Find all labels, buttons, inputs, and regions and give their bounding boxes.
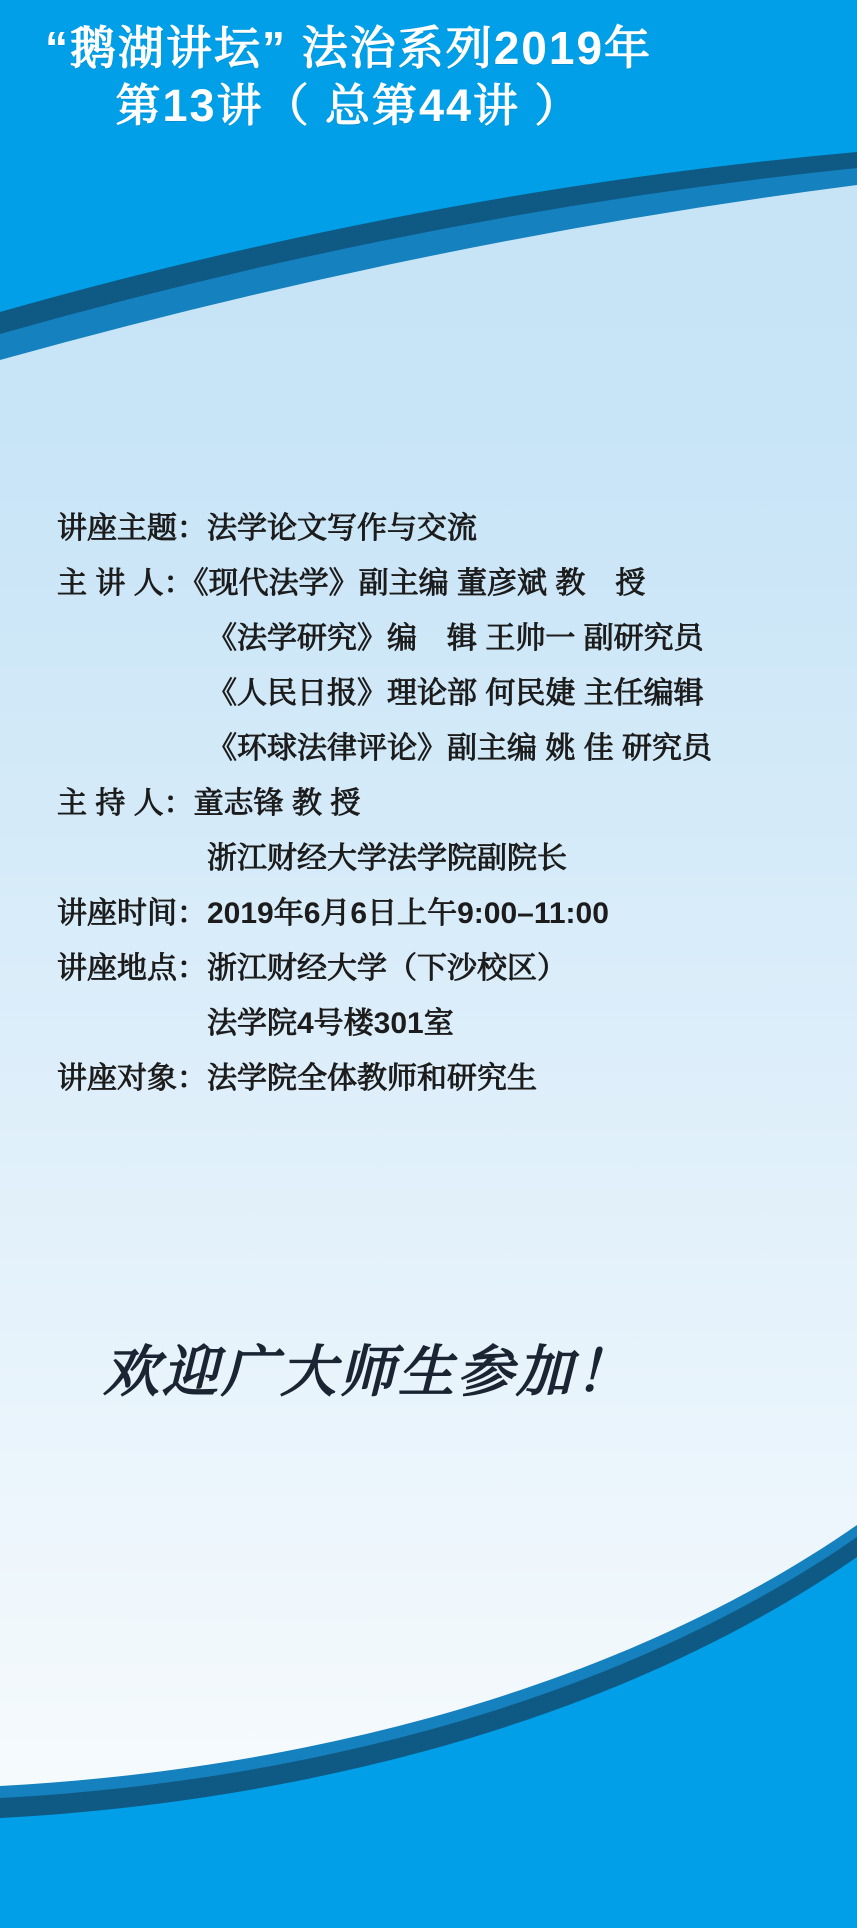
detail-text: 2019年6月6日上午9:00–11:00 [207,897,609,930]
detail-line-host [57,787,847,821]
detail-label: 讲座时间： [57,897,207,930]
poster-header [0,18,857,134]
poster-title-line2: 第13讲（ 总第44讲 ） [115,80,582,131]
detail-label: 主 讲 人： [57,567,194,600]
detail-text: 法学院全体教师和研究生 [207,1062,537,1095]
detail-label: 讲座对象： [57,1062,207,1095]
lecture-details [57,512,847,1117]
detail-line-speaker-4 [57,732,847,766]
detail-label: 讲座主题： [57,512,207,545]
detail-line-audience [57,1062,847,1096]
detail-line-room [57,1007,847,1041]
detail-text: 童志锋 教 授 [193,787,361,820]
detail-line-speaker-2 [57,622,847,656]
detail-text: 法学论文写作与交流 [207,512,477,545]
detail-label: 讲座地点： [57,952,207,985]
detail-text: 《人民日报》理论部 何民婕 主任编辑 [207,677,704,710]
detail-text: 《环球法律评论》副主编 姚 佳 研究员 [207,732,713,765]
detail-line-speaker-1 [57,567,847,601]
detail-line-time [57,897,847,931]
detail-text: 法学院4号楼301室 [207,1007,454,1040]
detail-label: 主 持 人： [57,787,194,820]
welcome-calligraphy: 欢迎广大师生参加！ [103,1339,634,1405]
detail-text: 《法学研究》编 辑 王帅一 副研究员 [207,622,704,655]
detail-line-host-title [57,842,847,876]
detail-text: 浙江财经大学法学院副院长 [207,842,567,875]
detail-line-speaker-3 [57,677,847,711]
detail-text: 浙江财经大学（下沙校区） [207,952,567,985]
detail-line-place [57,952,847,986]
detail-line-topic [57,512,847,546]
poster-title-line1: “鹅湖讲坛” 法治系列2019年 [44,22,653,74]
detail-text: 《现代法学》副主编 董彦斌 教 授 [193,567,646,600]
